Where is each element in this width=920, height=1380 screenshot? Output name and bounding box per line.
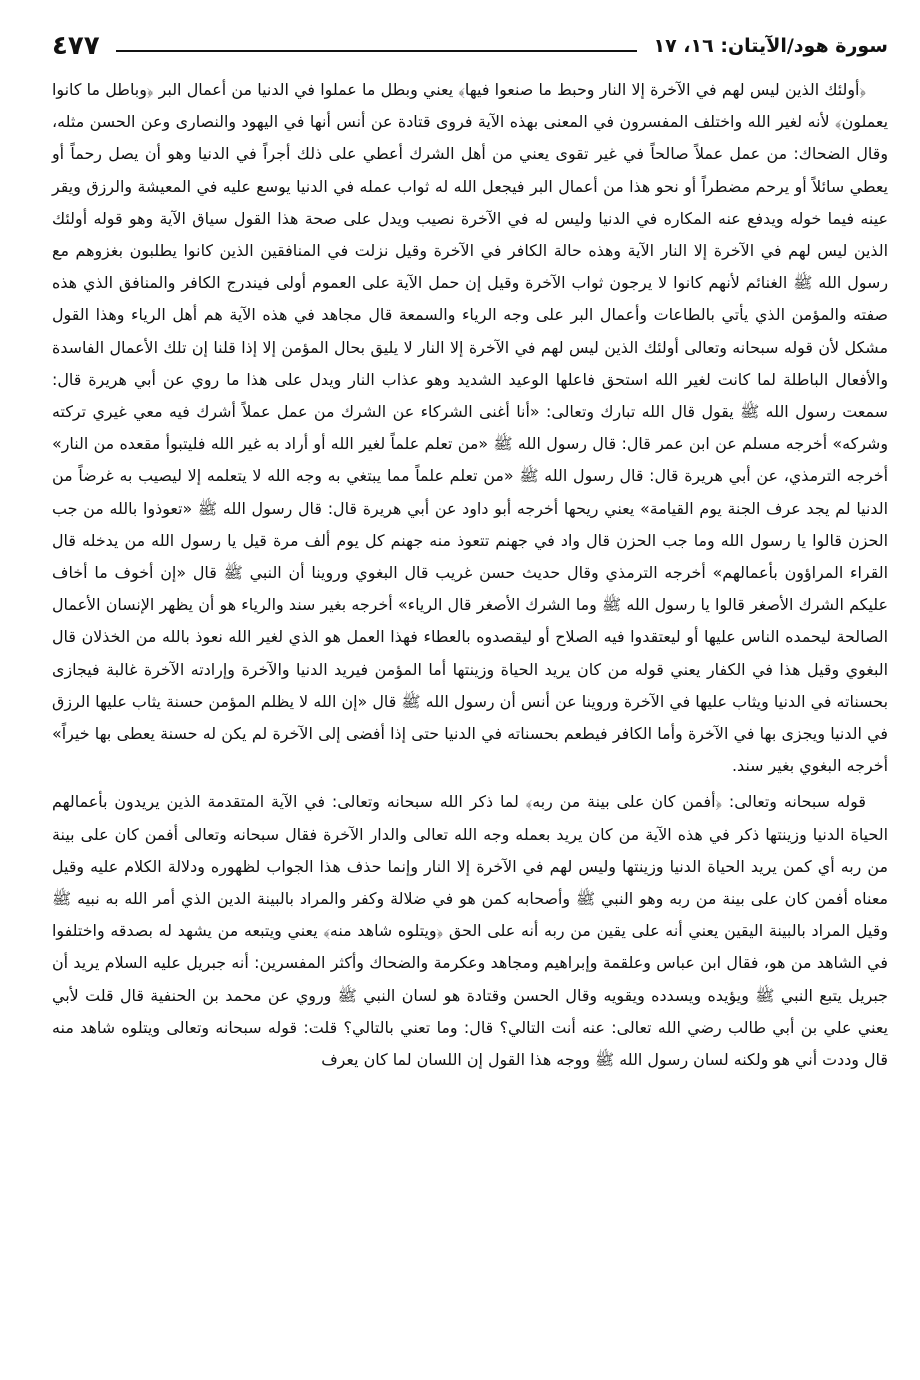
header-rule [116, 50, 638, 52]
page-number: ٤٧٧ [52, 31, 100, 61]
paragraph-text: قوله سبحانه وتعالى: ﴿أفمن كان على بينة من ربه﴾ لما ذكر الله سبحانه وتعالى: في الآية المتقدمة الذين يريدون بأعمالهم الحياة الدنيا وزينتها ذكر في هذه الآية من كان يريد بعمله وجه الله تعالى والدار الآخرة فقال سبحانه وتعالى أفمن كان على بينة من ربه أي كمن يريد الحياة الدنيا وزينتها وليس لهم في الآخرة إلا النار وإنما حذف هذا الجواب لظهوره ودلالة الكلام عليه وقيل معناه أفمن كان على بينة من ربه وهو النبي ﷺ وأصحابه كمن هو في ضلالة وكفر والمراد بالبينة الدين الذي أمر الله به نبيه ﷺ وقيل المراد بالبينة اليقين يعني أنه على يقين من ربه أنه على الحق ﴿ويتلوه شاهد منه﴾ يعني ويتبعه من يشهد له بصدقه واختلفوا في الشاهد من هو، فقال ابن عباس وعلقمة وإبراهيم ومجاهد وعكرمة والضحاك وأكثر المفسرين: أنه جبريل عليه السلام يريد أن جبريل يتبع النبي ﷺ ويؤيده ويسدده ويقويه وقال الحسن وقتادة هو لسان النبي ﷺ وروي عن محمد بن الحنفية قال قلت لأبي يعني علي بن أبي طالب رضي الله تعالى: عنه أنت التالي؟ قال: وما تعني بالتالي؟ قلت: قوله سبحانه وتعالى ويتلوه شاهد منه قال وددت أني هو ولكنه لسان رسول الله ﷺ ووجه هذا القول إن اللسان لما كان يعرف [52, 792, 888, 1070]
book-page [52, 28, 888, 1358]
paragraph-commentary-2 [52, 786, 888, 1076]
paragraph-commentary-1 [52, 74, 888, 782]
paragraph-text: ﴿أولئك الذين ليس لهم في الآخرة إلا النار وحبط ما صنعوا فيها﴾ يعني وبطل ما عملوا في الدنيا من أعمال البر ﴿وباطل ما كانوا يعملون﴾ لأنه لغير الله واختلف المفسرون في المعنى بهذه الآية فروى قتادة عن أنس أنها في اليهود والنصارى وعن الحسن مثله، وقال الضحاك: من عمل عملاً صالحاً في غير تقوى يعني من أهل الشرك أعطي على ذلك أجراً في الدنيا وهو أن يصل رحماً أو يعطي سائلاً أو يرحم مضطراً أو نحو هذا من أعمال البر فيجعل الله له ثواب عمله في الدنيا يوسع عليه في المعيشة والرزق ويقر عينه فيما خوله ويدفع عنه المكاره في الدنيا وليس له في الآخرة نصيب ويدل على صحة هذا القول سياق الآية وهو قوله أولئك الذين ليس لهم في الآخرة إلا النار الآية وهذه حالة الكافر في الآخرة وقيل نزلت في المنافقين الذين كانوا يطلبون بغزوهم مع رسول الله ﷺ الغنائم لأنهم كانوا لا يرجون ثواب الآخرة وقيل إن حمل الآية على العموم أولى فيندرج الكافر والمنافق الذي هذه صفته والمؤمن الذي يأتي بالطاعات وأعمال البر على وجه الرياء والسمعة قال مجاهد في هذه الآية هم أهل الرياء وهذا القول مشكل لأن قوله سبحانه وتعالى أولئك الذين ليس لهم في الآخرة إلا النار لا يليق بحال المؤمن إلا إذا قلنا إن تلك الأعمال الفاسدة والأفعال الباطلة لما كانت لغير الله استحق فاعلها الوعيد الشديد وهو عذاب النار ويدل على هذا ما روي عن أبي هريرة قال: سمعت رسول الله ﷺ يقول قال الله تبارك وتعالى: «أنا أغنى الشركاء عن الشرك من عمل عملاً أشرك فيه معي غيري تركته وشركه» أخرجه مسلم عن ابن عمر قال: قال رسول الله ﷺ «من تعلم علماً لغير الله أو أراد به غير الله فليتبوأ مقعده من النار» أخرجه الترمذي، عن أبي هريرة قال: قال رسول الله ﷺ «من تعلم علماً مما يبتغي به وجه الله لا يتعلمه إلا ليصيب به غرضاً من الدنيا لم يجد عرف الجنة يوم القيامة» يعني ريحها أخرجه أبو داود عن أبي هريرة قال: قال رسول الله ﷺ «تعوذوا بالله من جب الحزن قالوا يا رسول الله وما جب الحزن قال واد في جهنم تتعوذ منه جهنم كل يوم ألف مرة قيل يا رسول الله من يدخله قال القراء المراؤون بأعمالهم» أخرجه الترمذي وقال حديث حسن غريب قال البغوي وروينا أن النبي ﷺ قال «إن أخوف ما أخاف عليكم الشرك الأصغر قالوا يا رسول الله ﷺ وما الشرك الأصغر قال الرياء» أخرجه بغير سند والرياء هو أن يظهر الإنسان الأعمال الصالحة ليحمده الناس عليها أو ليعتقدوا فيه الصلاح أو ليقصدوه بالعطاء فهذا العمل هو الذي لغير الله نعوذ بالله من الخذلان قال البغوي وقيل هذا في الكفار يعني قوله من كان يريد الحياة وزينتها أما المؤمن فيريد الدنيا والآخرة وإرادته الآخرة غالبة فيجازى بحسناته في الدنيا ويثاب عليها في الآخرة وروينا عن أنس أن رسول الله ﷺ قال «إن الله لا يظلم المؤمن حسنة يثاب عليها الرزق في الدنيا ويجزى بها في الآخرة وأما الكافر فيطعم بحسناته في الدنيا حتى إذا أفضى إلى الآخرة لم يكن له حسنة يعطى بها خيراً» أخرجه البغوي بغير سند. [52, 80, 888, 776]
surah-verse-title: سورة هود/الآيتان: ١٦، ١٧ [653, 35, 888, 57]
running-header [52, 28, 888, 64]
